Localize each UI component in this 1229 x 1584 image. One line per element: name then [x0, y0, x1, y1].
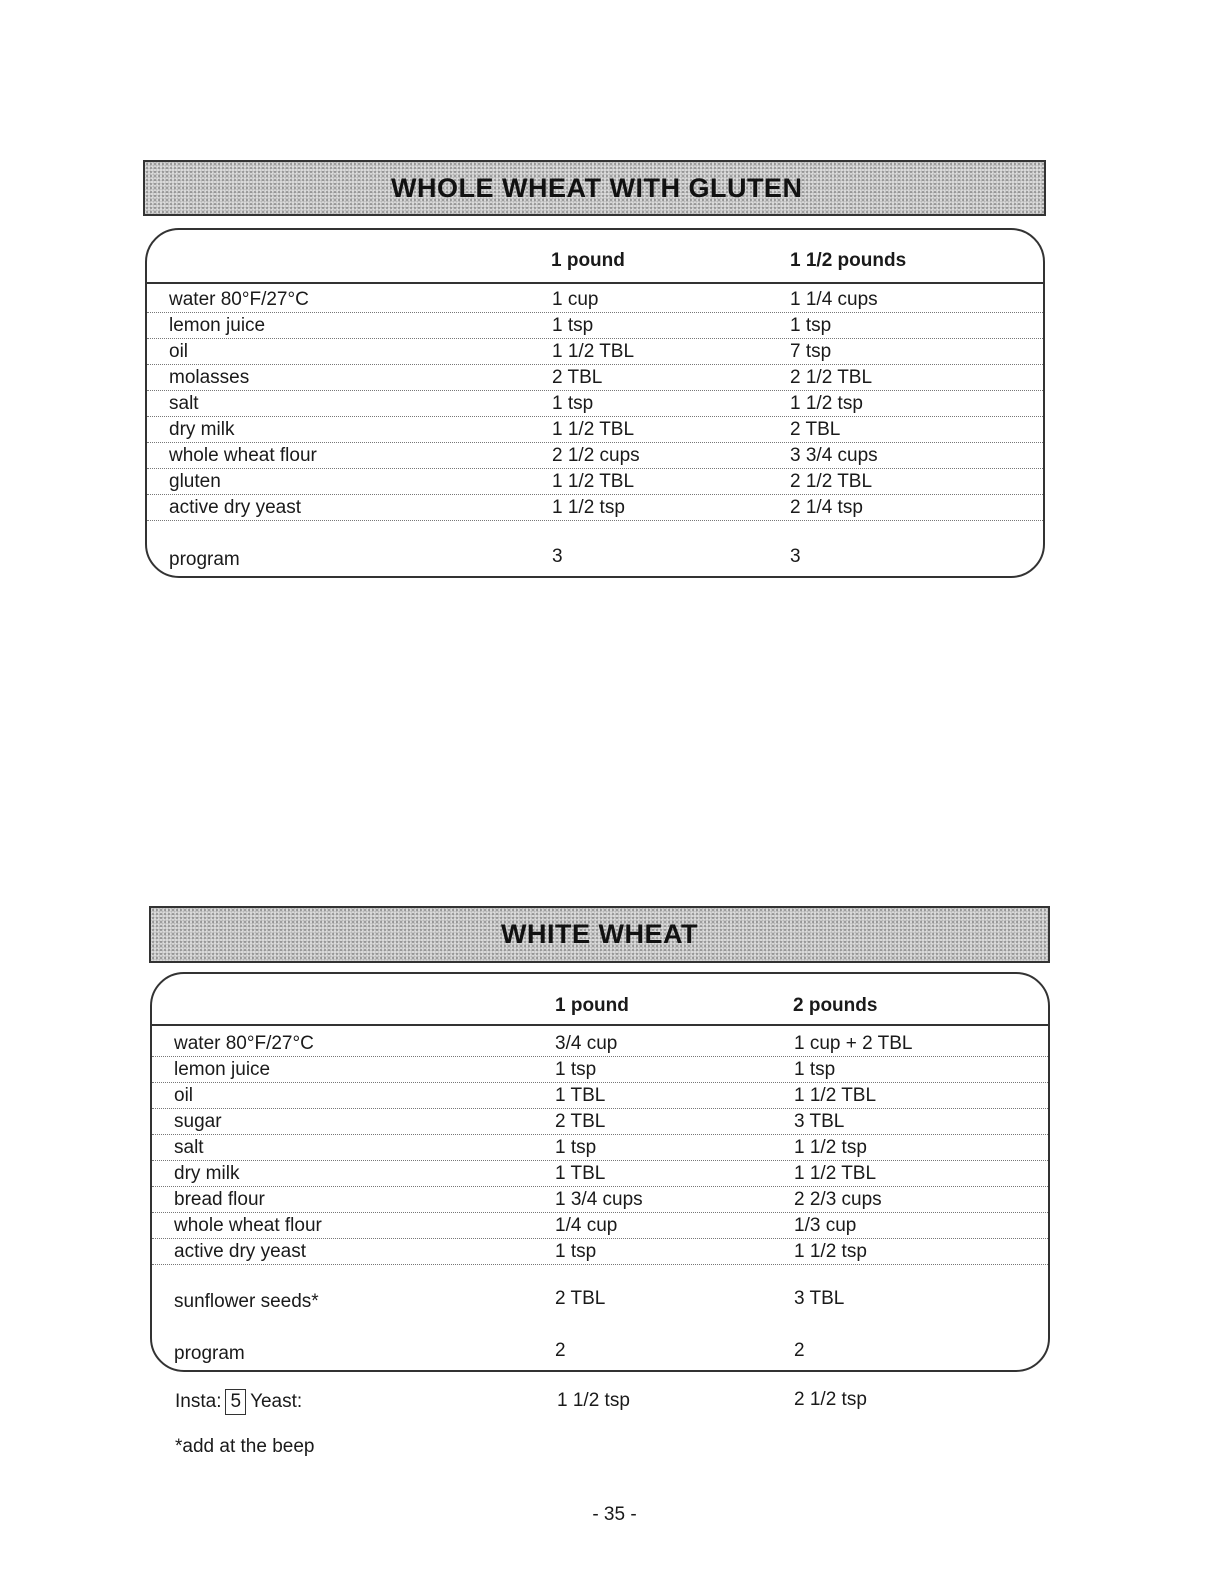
ingredient-qty-2: 2 2/3 cups [794, 1189, 882, 1210]
extra-ingredient-row [152, 1288, 1048, 1314]
ingredient-name: dry milk [169, 419, 235, 440]
ingredient-qty-2: 1/3 cup [794, 1215, 857, 1236]
ingredient-qty-1: 1/4 cup [555, 1215, 618, 1236]
ingredient-row [147, 312, 1043, 339]
ingredient-name: bread flour [174, 1189, 265, 1210]
recipe1-col1-header: 1 pound [551, 250, 625, 271]
ingredient-row [147, 390, 1043, 417]
insta-suffix: Yeast: [250, 1391, 303, 1412]
ingredient-name: lemon juice [169, 315, 266, 336]
ingredient-qty-2: 3 TBL [794, 1111, 845, 1132]
ingredient-row [152, 1056, 1048, 1083]
insta-setting-box: 5 [225, 1389, 246, 1415]
ingredient-qty-2: 1 1/2 tsp [794, 1241, 867, 1262]
ingredient-name: salt [169, 393, 199, 414]
ingredient-qty-1: 1 tsp [555, 1241, 597, 1262]
insta-yeast-label [175, 1389, 302, 1415]
ingredient-name: gluten [169, 471, 221, 492]
ingredient-qty-1: 1 1/2 tsp [552, 497, 625, 518]
ingredient-qty-1: 1 3/4 cups [555, 1189, 643, 1210]
ingredient-qty-2: 2 1/2 TBL [790, 367, 873, 388]
program-value-2: 3 [790, 546, 801, 567]
ingredient-qty-1: 1 cup [552, 289, 599, 310]
ingredient-qty-1: 1 1/2 TBL [552, 471, 635, 492]
ingredient-qty-2: 1 1/2 TBL [794, 1163, 877, 1184]
ingredient-qty-2: 1 1/4 cups [790, 289, 878, 310]
page-number: - 35 - [592, 1504, 637, 1525]
recipe1-title-banner [143, 160, 1046, 216]
ingredient-qty-1: 1 tsp [552, 315, 594, 336]
recipe2-title: WHITE WHEAT [501, 919, 698, 949]
ingredient-name: sunflower seeds* [174, 1291, 319, 1312]
recipe1-table [145, 228, 1045, 578]
ingredient-qty-2: 1 1/2 tsp [794, 1137, 867, 1158]
ingredient-row [152, 1108, 1048, 1135]
ingredient-row [152, 1134, 1048, 1161]
ingredient-name: molasses [169, 367, 250, 388]
recipe1-title: WHOLE WHEAT WITH GLUTEN [391, 172, 803, 203]
ingredient-name: oil [174, 1085, 194, 1106]
ingredient-qty-1: 1 tsp [555, 1137, 597, 1158]
ingredient-qty-2: 1 tsp [794, 1059, 836, 1080]
ingredient-qty-1: 1 TBL [555, 1163, 606, 1184]
ingredient-name: water 80°F/27°C [174, 1033, 314, 1054]
ingredient-name: water 80°F/27°C [169, 289, 309, 310]
ingredient-qty-2: 1 1/2 tsp [790, 393, 863, 414]
ingredient-qty-2: 1 1/2 TBL [794, 1085, 877, 1106]
program-value-1: 3 [552, 546, 563, 567]
footnote: *add at the beep [175, 1436, 315, 1457]
insta-yeast-qty-2: 2 1/2 tsp [794, 1389, 867, 1410]
ingredient-name: whole wheat flour [174, 1215, 322, 1236]
ingredient-row [147, 442, 1043, 469]
ingredient-row [152, 1186, 1048, 1213]
ingredient-row [147, 494, 1043, 521]
program-value-1: 2 [555, 1340, 566, 1361]
ingredient-row [152, 1238, 1048, 1265]
ingredient-name: active dry yeast [174, 1241, 306, 1262]
insta-yeast-qty-1: 1 1/2 tsp [557, 1390, 630, 1411]
recipe2-header-divider [152, 1024, 1048, 1026]
ingredient-name: lemon juice [174, 1059, 271, 1080]
ingredient-name: dry milk [174, 1163, 240, 1184]
program-value-2: 2 [794, 1340, 805, 1361]
ingredient-row [147, 364, 1043, 391]
ingredient-qty-1: 2 1/2 cups [552, 445, 640, 466]
insta-prefix: Insta: [175, 1391, 222, 1412]
ingredient-row [152, 1082, 1048, 1109]
ingredient-row [147, 286, 1043, 313]
ingredient-name: oil [169, 341, 189, 362]
ingredient-row [147, 468, 1043, 495]
ingredient-row [152, 1030, 1048, 1057]
ingredient-row [147, 416, 1043, 443]
ingredient-row [152, 1212, 1048, 1239]
ingredient-qty-1: 1 1/2 TBL [552, 419, 635, 440]
recipe1-col2-header: 1 1/2 pounds [790, 250, 907, 271]
recipe1-header-divider [147, 282, 1043, 284]
ingredient-qty-2: 2 1/4 tsp [790, 497, 863, 518]
ingredient-qty-2: 1 cup + 2 TBL [794, 1033, 913, 1054]
ingredient-row [152, 1160, 1048, 1187]
ingredient-name: salt [174, 1137, 204, 1158]
program-label: program [169, 549, 240, 570]
ingredient-qty-2: 3 TBL [794, 1288, 845, 1309]
ingredient-qty-1: 1 1/2 TBL [552, 341, 635, 362]
ingredient-qty-2: 2 TBL [790, 419, 841, 440]
ingredient-qty-1: 1 tsp [552, 393, 594, 414]
ingredient-qty-2: 1 tsp [790, 315, 832, 336]
ingredient-qty-2: 2 1/2 TBL [790, 471, 873, 492]
recipe2-col2-header: 2 pounds [793, 995, 878, 1016]
ingredient-qty-1: 1 TBL [555, 1085, 606, 1106]
recipe2-col1-header: 1 pound [555, 995, 629, 1016]
program-row [147, 546, 1043, 572]
ingredient-qty-1: 3/4 cup [555, 1033, 618, 1054]
program-label: program [174, 1343, 245, 1364]
ingredient-name: active dry yeast [169, 497, 301, 518]
ingredient-qty-1: 1 tsp [555, 1059, 597, 1080]
ingredient-row [147, 338, 1043, 365]
program-row [152, 1340, 1048, 1366]
recipe2-table [150, 972, 1050, 1372]
ingredient-qty-2: 7 tsp [790, 341, 832, 362]
ingredient-name: sugar [174, 1111, 222, 1132]
ingredient-qty-1: 2 TBL [552, 367, 603, 388]
ingredient-name: whole wheat flour [169, 445, 317, 466]
recipe2-title-banner [149, 906, 1050, 963]
ingredient-qty-2: 3 3/4 cups [790, 445, 878, 466]
ingredient-qty-1: 2 TBL [555, 1288, 606, 1309]
ingredient-qty-1: 2 TBL [555, 1111, 606, 1132]
